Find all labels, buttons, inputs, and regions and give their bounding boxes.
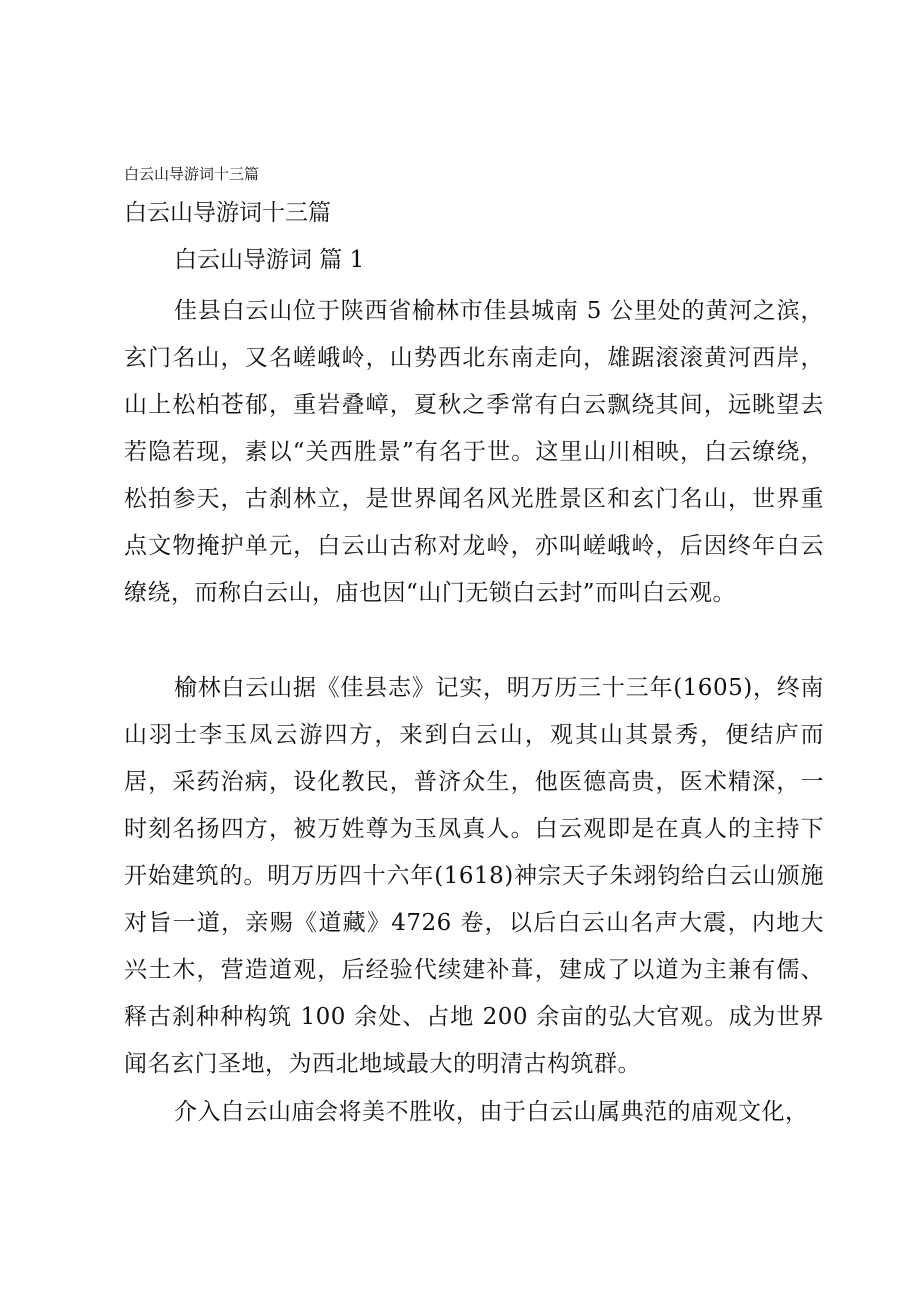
paragraph: 榆林白云山据《佳县志》记实，明万历三十三年(1605)，终南山羽士李玉凤云游四方，来到白云山，观其山其景秀，便结庐而居，采药治病，设化教民，普济众生，他医德高贵，医术精深，一时刻名扬四方，被万姓尊为玉凤真人。白云观即是在真人的主持下开始建筑的。明万历四十六年(1618)神宗天子朱翊钧给白云山颁施对旨一道，亲赐《道藏》4726 卷，以后白云山名声大震，内地大兴土木，营造道观，后经验代续建补葺，建成了以道为主兼有儒、释古刹种种构筑 100 余处、占地 200 余亩的弘大官观。成为世界闻名玄门圣地，为西北地域最大的明清古构筑群。	[124, 675, 824, 1077]
header-title: 白云山导游词十三篇	[124, 165, 260, 183]
paragraph: 介入白云山庙会将美不胜收，由于白云山属典范的庙观文化，	[174, 1099, 809, 1125]
document-title: 白云山导游词十三篇	[124, 200, 331, 226]
section-heading: 白云山导游词 篇 1	[174, 247, 365, 273]
paragraph: 佳县白云山位于陕西省榆林市佳县城南 5 公里处的黄河之滨，玄门名山，又名嵯峨岭，山势西北东南走向，雄踞滚滚黄河西岸，山上松柏苍郁，重岩叠嶂，夏秋之季常有白云飘绕其间，远眺望去若隐若现，素以“关西胜景”有名于世。这里山川相映，白云缭绕，松拍参天，古刹林立，是世界闻名风光胜景区和玄门名山，世界重点文物掩护单元，白云山古称对龙岭，亦叫嵯峨岭，后因终年白云缭绕，而称白云山，庙也因“山门无锁白云封”而叫白云观。	[124, 298, 824, 606]
